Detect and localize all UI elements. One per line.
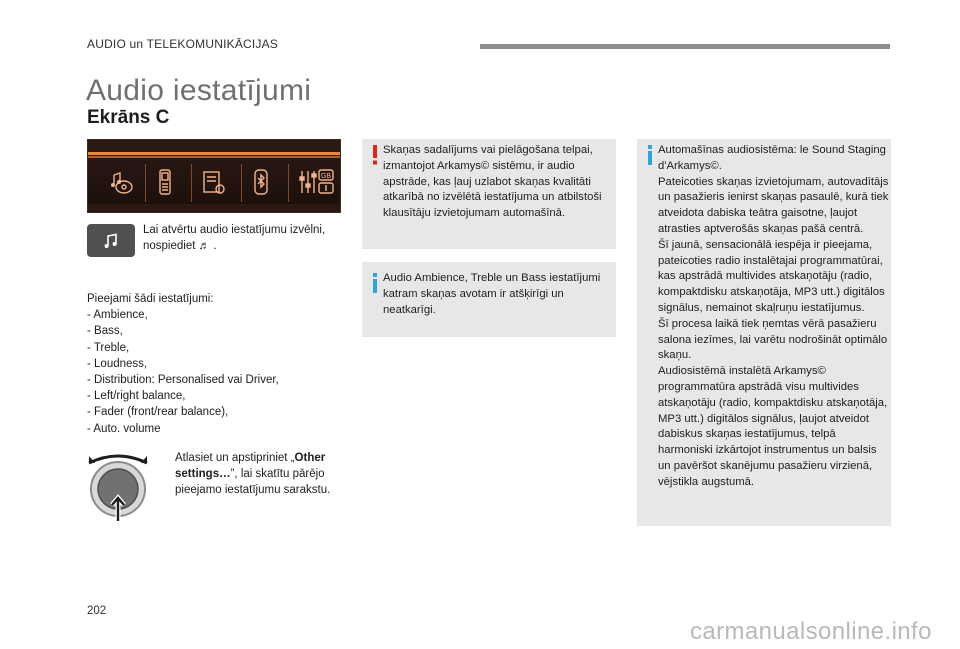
note-paragraph: Šī jaunā, sensacionālā iespēja ir pieejama, pateicoties radio instalētajai programmatūrai, kas apstrādā multivides atskaņotāju (radio, kompaktdisku atskaņotāja, MP3 utt.) digitālos signālus, nemainot skaļruņu iestatījumus. (658, 238, 885, 314)
section-header: AUDIO un TELEKOMUNIKĀCIJAS (87, 37, 279, 51)
list-item: - Loudness, (87, 357, 148, 370)
settings-sliders-icon (298, 167, 336, 197)
intro-text: Lai atvērtu audio iestatījumu izvēlni, nospiediet ♬ . (143, 224, 326, 252)
note-paragraph: Pateicoties skaņas izvietojumam, autovadītājs un pasažieris ienirst skaņas pasaulē, kurā tiek atveidota dabiska teātra gaisotne, ļaujot atrasties aptverošās skaņas pašā centrā. (658, 175, 889, 235)
warning-exclamation-icon (370, 145, 380, 165)
list-item: - Auto. volume (87, 422, 161, 435)
list-intro: Pieejami šādi iestatījumi: (87, 293, 214, 305)
screen-c-illustration (87, 139, 341, 213)
list-item: - Distribution: Personalised vai Driver, (87, 374, 279, 387)
music-notes-icon (108, 167, 134, 197)
watermark: carmanualsonline.info (690, 618, 932, 645)
list-item: - Ambience, (87, 309, 148, 322)
list-item: - Bass, (87, 325, 123, 338)
note-paragraph: Automašīnas audiosistēma: le Sound Staging d'Arkamys©. (658, 144, 886, 172)
phone-icon (152, 167, 178, 197)
info-i-icon (645, 145, 655, 165)
other-settings-label: Other settings… (175, 452, 326, 480)
note-paragraph: Šī procesa laikā tiek ņemtas vērā pasažieru salona iezīmes, lai varētu nodrošināt optimālo skaņu. (658, 317, 888, 362)
page-title: Audio iestatījumi (86, 74, 312, 107)
page-subtitle: Ekrāns C (87, 107, 170, 128)
list-item: - Treble, (87, 341, 130, 354)
svg-text:GB: GB (320, 173, 332, 180)
music-note-icon (102, 232, 120, 250)
settings-list (87, 291, 337, 437)
page-number: 202 (87, 605, 107, 617)
info-note (362, 262, 616, 337)
warning-note (362, 139, 616, 249)
rotary-knob-icon[interactable] (87, 451, 149, 523)
info-i-icon (370, 273, 380, 293)
list-item: - Fader (front/rear balance), (87, 406, 229, 419)
media-file-icon (200, 167, 226, 197)
warning-note-text: Skaņas sadalījums vai pielāgošana telpai, izmantojot Arkamys© sistēmu, ir audio apstrāde, kas ļauj uzlabot skaņas kvalitāti atkarībā no izvēlētā iestatījuma un atbilstoši klausītāju izvietojumam automašīnā. (383, 144, 602, 220)
arkamys-note-text (658, 143, 890, 491)
info-note-text: Audio Ambience, Treble un Bass iestatījumi katram skaņas avotam ir atšķirīgi un neatkarīgi. (383, 272, 601, 316)
select-other-settings-text: Atlasiet un apstipriniet „Other settings…”, lai skatītu pārējo pieejamo iestatījumu sarakstu. (175, 452, 331, 496)
audio-settings-button[interactable] (87, 224, 135, 257)
bluetooth-phone-icon (248, 167, 274, 197)
arkamys-info-note (637, 139, 891, 526)
list-item: - Left/right balance, (87, 390, 186, 403)
note-paragraph: Audiosistēmā instalētā Arkamys© programmatūra apstrādā visu multivides atskaņotāju (radio, kompaktdisku atskaņotāja, MP3 utt.) digitālos signālus, ļaujot atveidot dabiskus skaņas iestatījumus, telpā harmoniski izkārtojot instrumentus un balsis un pavēršot skanējumu pasažieru virzienā, vējstikla augstumā. (658, 365, 888, 488)
header-rule (480, 44, 890, 49)
